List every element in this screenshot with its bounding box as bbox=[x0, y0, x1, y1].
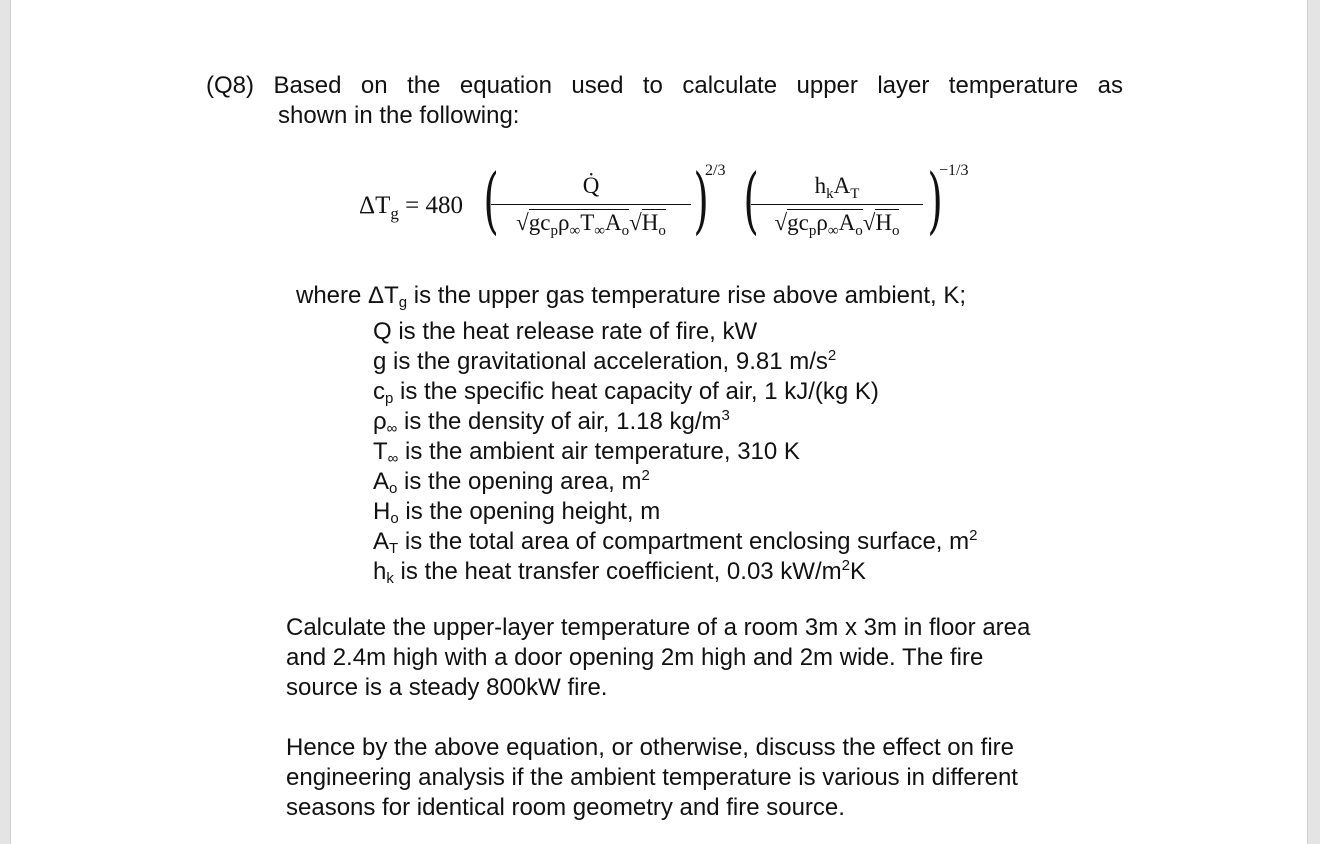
right-paren-2: ) bbox=[927, 158, 943, 242]
fraction-1-denominator: $√gc_p\rho_\infty T_\infty A_o√H_o$ bbox=[516, 210, 666, 239]
left-paren-1: ( bbox=[483, 158, 499, 242]
document-page bbox=[10, 0, 1308, 844]
exponent-1: 2/3 bbox=[705, 162, 726, 179]
fraction-2-bar bbox=[751, 204, 923, 205]
fraction-1-bar bbox=[491, 204, 691, 205]
equation-lhs: $\Delta T_g = 480$ bbox=[359, 192, 463, 223]
fraction-1 bbox=[491, 170, 691, 238]
fraction-1-numerator: Q̇ bbox=[582, 173, 600, 198]
fraction-2-denominator: $√gc_p\rho_\infty A_o√H_o$ bbox=[774, 210, 900, 239]
definition-line: hk is the heat transfer coefficient, 0.03 $kW/m^2K$ bbox=[373, 557, 866, 587]
paragraph-2-line: Hence by the above equation, or otherwise, discuss the effect on fire bbox=[286, 734, 1014, 761]
fraction-2-numerator: $h_kA_T$ bbox=[814, 173, 860, 202]
question-line-2: shown in the following: bbox=[278, 102, 520, 129]
right-paren-1: ) bbox=[693, 158, 709, 242]
paragraph-2-line: engineering analysis if the ambient temperature is various in different bbox=[286, 764, 1018, 791]
paragraph-2-line: seasons for identical room geometry and fire source. bbox=[286, 794, 845, 821]
paragraph-1-line: and 2.4m high with a door opening 2m high and 2m wide. The fire bbox=[286, 644, 984, 671]
question-line-1: (Q8) Based on the equation used to calculate upper layer temperature as bbox=[206, 72, 1123, 99]
exponent-2: −1/3 bbox=[939, 162, 969, 179]
definition-line: cp is the specific heat capacity of air, 1 kJ/(kg K) bbox=[373, 378, 879, 407]
definition-line: T∞ is the ambient air temperature, 310 K bbox=[373, 438, 800, 467]
where-line: where ΔTg is the upper gas temperature rise above ambient, K; bbox=[296, 282, 967, 311]
left-paren-2: ( bbox=[743, 158, 759, 242]
fraction-2 bbox=[751, 170, 923, 238]
definition-line: AT is the total area of compartment enclosing surface, $m^2$ bbox=[373, 527, 978, 557]
definition-line: Ho is the opening height, m bbox=[373, 498, 661, 527]
paragraph-1-line: Calculate the upper-layer temperature of a room 3m x 3m in floor area bbox=[286, 614, 1031, 641]
definition-line: Ao is the opening area, $m^2$ bbox=[373, 467, 650, 497]
paragraph-1-line: source is a steady 800kW fire. bbox=[286, 674, 608, 701]
definition-line: g is the gravitational acceleration, 9.81 $m/s^2$ bbox=[373, 347, 837, 375]
definition-line: ρ∞ is the density of air, 1.18 $kg/m^3$ bbox=[373, 407, 730, 437]
definition-line: Q is the heat release rate of fire, kW bbox=[373, 318, 758, 345]
